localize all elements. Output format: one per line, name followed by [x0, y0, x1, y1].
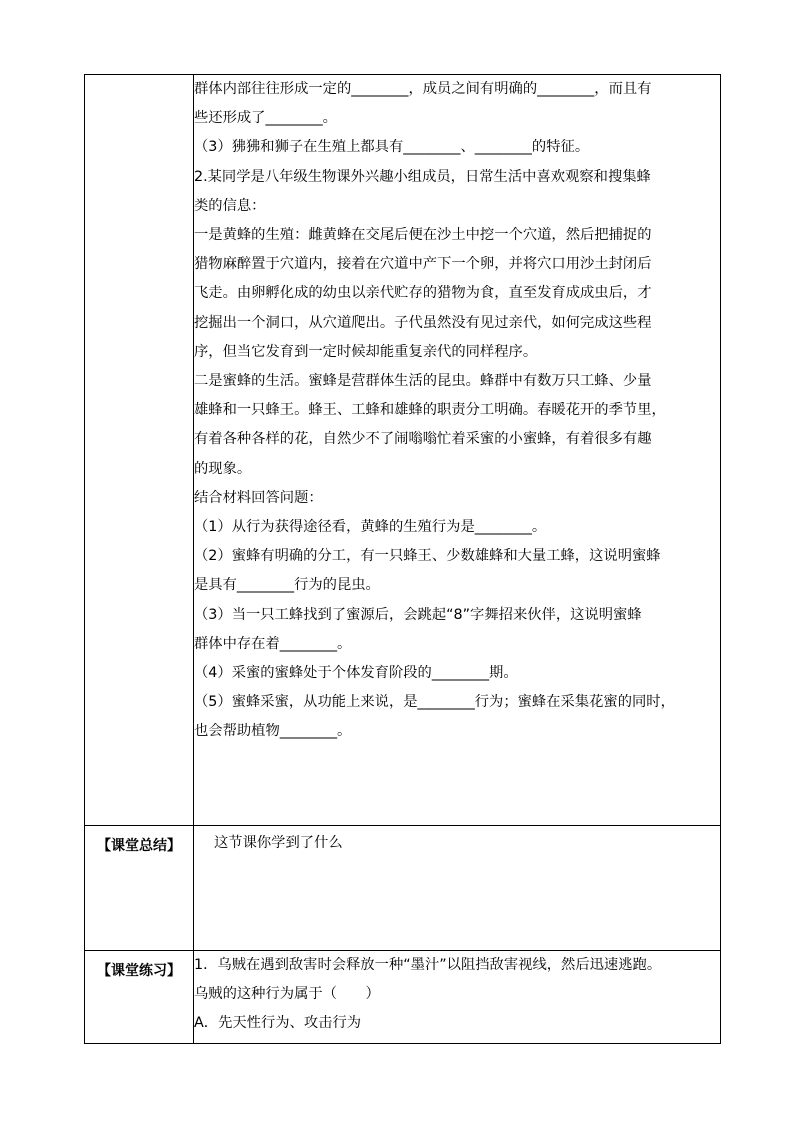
text-line: （1）从行为获得途径看，黄蜂的生殖行为是________。: [194, 519, 547, 536]
text-line: 也会帮助植物________。: [194, 723, 352, 740]
text-line: 是具有________行为的昆虫。: [194, 577, 380, 594]
text-line: 一是黄蜂的生殖：雌黄蜂在交尾后便在沙土中挖一个穴道，然后把捕捉的: [194, 227, 652, 244]
practice-option-a: A．先天性行为、攻击行为: [194, 1015, 362, 1032]
practice-label-cell: [85, 951, 194, 1044]
text-line: 类的信息：: [194, 197, 266, 214]
text-line: 有着各种各样的花，自然少不了闹嗡嗡忙着采蜜的小蜜蜂，有着很多有趣: [194, 431, 652, 448]
summary-row: [85, 826, 721, 951]
text-line: 群体内部往往形成一定的________，成员之间有明确的________，而且有: [194, 81, 652, 97]
lesson-table: [84, 74, 721, 1044]
text-line: 群体中存在着________。: [194, 635, 352, 652]
text-line: 些还形成了________。: [194, 110, 337, 127]
question-content-cell: [194, 75, 721, 826]
text-line: （2）蜜蜂有明确的分工，有一只蜂王、少数雄蜂和大量工蜂，这说明蜜蜂: [194, 548, 661, 565]
text-line: （3）狒狒和狮子在生殖上都具有________、________的特征。: [194, 139, 590, 156]
text-line: （3）当一只工蜂找到了蜜源后，会跳起“8”字舞招来伙伴，这说明蜜蜂: [194, 606, 642, 623]
text-line: 序，但当它发育到一定时候却能重复亲代的同样程序。: [194, 343, 538, 360]
summary-text: 这节课你学到了什么: [214, 835, 343, 851]
practice-content-cell: [194, 951, 721, 1044]
practice-label: 【课堂练习】: [97, 963, 181, 979]
summary-label-cell: [85, 826, 194, 951]
content-row: [85, 75, 721, 826]
practice-row: [85, 951, 721, 1044]
text-line: 猎物麻醉置于穴道内，接着在穴道中产下一个卵，并将穴口用沙土封闭后: [194, 256, 652, 273]
question-text-block: [194, 75, 720, 747]
practice-question-line: 乌贼的这种行为属于（ ）: [194, 986, 380, 1003]
text-line: 挖掘出一个洞口，从穴道爬出。子代虽然没有见过亲代，如何完成这些程: [194, 314, 652, 331]
text-line: 二是蜜蜂的生活。蜜蜂是营群体生活的昆虫。蜂群中有数万只工蜂、少量: [194, 373, 652, 390]
text-line: 结合材料回答问题：: [194, 489, 323, 506]
summary-label: 【课堂总结】: [97, 838, 181, 854]
text-line: （5）蜜蜂采蜜，从功能上来说，是________行为；蜜蜂在采集花蜜的同时，: [194, 694, 675, 711]
text-line: 的现象。: [194, 460, 252, 477]
summary-content-cell: [194, 826, 721, 951]
text-line: （4）采蜜的蜜蜂处于个体发育阶段的________期。: [194, 665, 518, 682]
practice-question-line: 1．乌贼在遇到敌害时会释放一种“墨汁”以阻挡敌害视线，然后迅速逃跑。: [194, 957, 662, 973]
text-line: 飞走。由卵孵化成的幼虫以亲代贮存的猎物为食，直至发育成成虫后，才: [194, 285, 652, 302]
empty-label-cell: [85, 75, 194, 826]
text-line: 雄蜂和一只蜂王。蜂王、工蜂和雄蜂的职责分工明确。春暖花开的季节里，: [194, 402, 666, 419]
text-line: 2.某同学是八年级生物课外兴趣小组成员，日常生活中喜欢观察和搜集蜂: [194, 168, 651, 185]
